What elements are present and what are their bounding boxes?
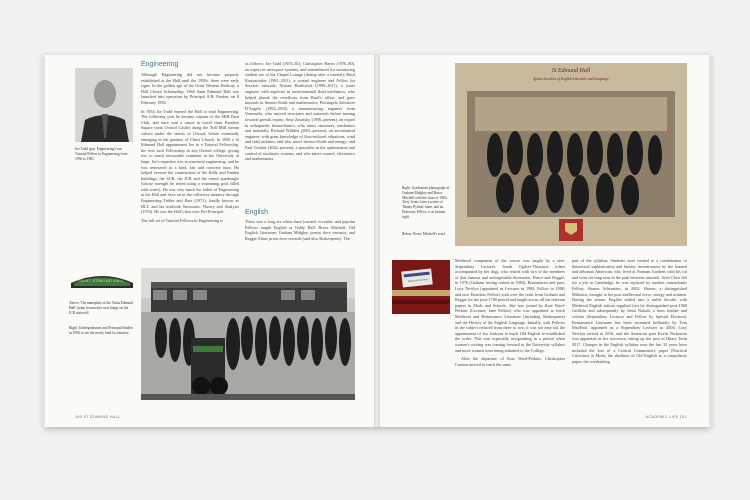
section-heading-english: English bbox=[245, 209, 268, 216]
paragraph: After the departure of Kate Ward-Perkins, Christopher Cannon arrived to teach the same bbox=[455, 356, 565, 367]
right-column-2 bbox=[572, 258, 687, 367]
left-column-2 bbox=[245, 61, 355, 165]
open-book bbox=[44, 55, 710, 427]
nameplate-caption: Above: The nameplate of the 'Saint Edmund Hall' steam locomotive now hangs on the JCR stairwell. bbox=[69, 301, 133, 315]
locomotive-caption: Right: Undergraduates and Principal Emden in 1956 to see the newly built locomotive. bbox=[69, 326, 133, 335]
left-column-1 bbox=[141, 72, 239, 226]
paragraph: Medieval component of the course was taught by a non-Stipendiary Lecturer, Sarah Ogilvie-Thomson (often accompanied by her dog), who retired with two of the members of that famous and unforgettable threesome, Bruce and Reggie, in 1976 (Graham having retired in 1984). Romanticist and poet, Lucy Newlyn (appointed as Lecturer in 1984, Fellow in 1988; and now Emeritus Fellow) took over the reins from Graham and Reggie for the post-1700 period and taught across all the relevant papers in Mods and Schools. She was joined by Kate Ward-Perkins (Lecturer, later Fellow) who was appointed to teach Medieval and Renaissance Literature (including Shakespeare) and the History of the English Language. Initially, with Fellows in the subject reduced from three to two, it was not easy but the appointment of Joy Jenkyns to teach Old English re-established the order. This was especially invigorating in a period when women's writing was coming forward in the University syllabus and more women were being admitted to the College. bbox=[455, 258, 565, 353]
book-spine bbox=[374, 55, 380, 427]
section-heading-engineering: Engineering bbox=[141, 61, 179, 68]
scarf-label-text: Hobrook's Lucerne bbox=[407, 277, 429, 284]
portrait-photo bbox=[75, 68, 133, 142]
nameplate-text: SAINT EDMUND HALL bbox=[78, 278, 125, 283]
graduation-photo-subtitle: Sports Societies of English Literature and Language bbox=[533, 77, 609, 81]
paragraph: part of the syllabus. Students were treated to a combination of theoretical sophistication and literary inventiveness by the learned and debonair American, who lived at Norham Gardens with his cat and went for long runs in the park between tutorials. After Chris left for a job in Cambridge, he was replaced by another transatlantic Fellow, Sharon Achinstein, in 2002. Sharon, a distinguished Miltonist, brought to her post intellectual verve, energy and acumen. During her tenure, English settled into a stable decade, with Medieval English tuition supplied first by distinguished post-1900 Griffiths and subsequently by Jenni Nuttall, a born teacher and scholar (Stipendiary Lecturer and Fellow by Special Election). Renaissance Literature has been sustained brilliantly by Tom MacFaul, appointed as a Stipendiary Lecturer in 2004. Lucy Newlyn retired in 2016, and the American poet Kevin Nickerson was appointed as her successor, taking up her post in Hilary Term 2017. Changes in the English syllabus over the last 35 years have included the loss of a Critical Commentary paper (Practical Criticism) in Mods; the abolition of Old English as a compulsory paper; the overhauling bbox=[572, 258, 687, 364]
locomotive-photo bbox=[141, 268, 355, 400]
portrait-image bbox=[75, 68, 133, 142]
graduation-photo-title: St Edmund Hall bbox=[551, 68, 591, 74]
locomotive-image bbox=[141, 268, 355, 400]
english-paragraph: There was a long era when three learned, eccentric and popular Fellows taught English at Teddy Hall: Bruce Mitchell, Old English Literature; Graham Midgley, poetry doce venustis; and Reggie Alton, prose doce rewards (and also Shakespeare). The bbox=[245, 219, 355, 241]
portrait-caption: Joe Todd (gas. Engineering) was Tutorial Fellow in Engineering from 1956 to 1981. bbox=[75, 147, 128, 161]
graduation-image bbox=[455, 63, 687, 246]
page-edge-left bbox=[41, 57, 45, 425]
footer-left: 150 ST EDMUND HALL bbox=[75, 415, 121, 419]
scarf-caption: Below: Bruce Mitchell's scarf. bbox=[402, 232, 446, 236]
paragraph: In 1954 Joe Todd entered the Hall to read Engineering. The following year he became captain of the SEH Boat Club, and once said a canoe to travel from Paradise Square (near Oxford Castle) along the Trill Mill stream culvert under the streets of Oxford, before eventually emerging in the gardens of Christ Church. In 1956 a St Edmund Hall appointment Joe to a Tutorial Fellowship, the first such Fellowship in any Oxford college, giving rise to much favourable comment in the University at large. Joe's expertise was in structural engineering, and he was renowned as a kind, fair and concrete tutor. He helped oversee the construction of the Kelly and Emden buildings, the SCR, the JCR and the raised quadrangle (whose strength he tested using a swimming pool filled with water). He was very much the father of Engineering at the Hall and lives on in the collective memory through Engineering Tables and Rate (1971), fondly known as HLT, and his textbook Structures: Theory and Analysis (1974). He was the Hall's first ever Pro-Principal. bbox=[141, 108, 239, 215]
right-column-1 bbox=[455, 258, 565, 370]
graduation-photo bbox=[455, 63, 687, 246]
footer-right: ACADEMIC LIFE 151 bbox=[645, 415, 687, 419]
scarf-photo bbox=[392, 260, 450, 314]
nameplate-image bbox=[69, 271, 135, 289]
scarf-image bbox=[392, 260, 450, 314]
page-edge-right bbox=[709, 57, 713, 425]
paragraph: Although Engineering did not become properly established at the Hall until the 1950s, there were early signs. In the golden age of the Great Western Railway, a Hall Closed Scholarship, 1960 Saint Edmund Hall was launched into operation by Principal A.B. Emden, on 8 February 1956. bbox=[141, 72, 239, 105]
graduation-caption: Right: Graduation photograph of Graham Midgley and Bruce Mitchell with the class of 1965. Terry Jones, later a writer of 'Monty Python' fame, and an Honorary Fellow, is at bottom right. bbox=[402, 186, 450, 219]
paragraph: as follows: Joe Todd (1953–81); Christopher Harris (1976–80), an expert in aerospace systems, and remembered for monitoring student use of the Chapel Lounge (during after a tutorial); Basil Kouvaritakis (1981–2011), a control engineer and Fellow for Socratic tutorials; Alistair Borthwick (1990–2011), a water engineer with expertise in environmental fluid mechanics, who helped plumb the overflows from Basil's office, and gave tutorials in thermo-fluids and mathematics; Pierangelo Salvatore D'Angelo (1992–2010) a manufacturing engineer from Venezuela, who tutored structures and materials before turning towards growth equity; Amy Zavatsky (1996–present), an expert in orthopaedic biomechanics, who tutors structures, mechanics and materials; Richard Willden (2001–present), an aeronautical engineer, with great knowledge of flow-induced vibrations, wind and tidal turbines, and who tutors thermo-fluids and energy; and Paul Goulart (2022–present), a specialist in the optimisation and control of stochastic systems, and who tutors control, electronics and mathematics. bbox=[245, 61, 355, 162]
paragraph: The full set of Tutorial Fellows in Engineering is bbox=[141, 217, 223, 223]
